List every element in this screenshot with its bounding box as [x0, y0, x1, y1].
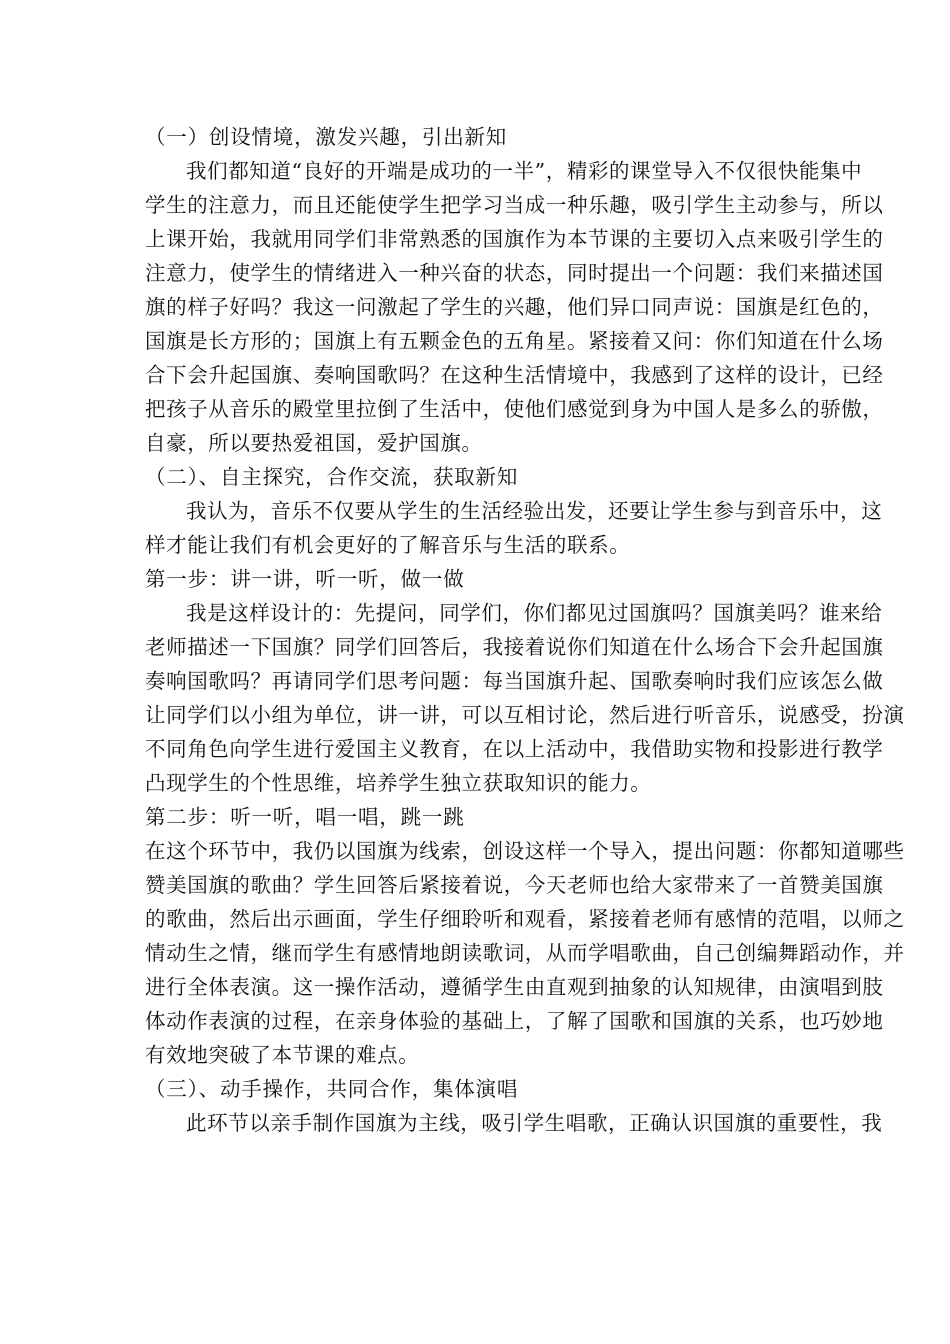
- paragraph-line: 我认为，音乐不仅要从学生的生活经验出发，还要让学生参与到音乐中，这: [186, 499, 883, 523]
- paragraph-line: 学生的注意力，而且还能使学生把学习当成一种乐趣，吸引学生主动参与，所以: [145, 193, 884, 217]
- paragraph-line: 奏响国歌吗？再请同学们思考问题：每当国旗升起、国歌奏响时我们应该怎么做: [145, 669, 884, 693]
- paragraph-line: 体动作表演的过程，在亲身体验的基础上，了解了国歌和国旗的关系，也巧妙地: [145, 1009, 884, 1033]
- paragraph-line: 有效地突破了本节课的难点。: [145, 1043, 420, 1067]
- paragraph-line: 不同角色向学生进行爱国主义教育，在以上活动中，我借助实物和投影进行教学: [145, 737, 884, 761]
- paragraph-line: 国旗是长方形的；国旗上有五颗金色的五角星。紧接着又问：你们知道在什么场: [145, 329, 884, 353]
- section-heading: （一）创设情境，激发兴趣，引出新知: [145, 125, 508, 149]
- section-heading: 第二步：听一听，唱一唱，跳一跳: [145, 805, 465, 829]
- paragraph-line: 赞美国旗的歌曲？学生回答后紧接着说，今天老师也给大家带来了一首赞美国旗: [145, 873, 884, 897]
- paragraph-line: 凸现学生的个性思维，培养学生独立获取知识的能力。: [145, 771, 652, 795]
- section-heading: （二）、自主探究，合作交流，获取新知: [145, 465, 519, 489]
- paragraph-line: 合下会升起国旗、奏响国歌吗？在这种生活情境中，我感到了这样的设计，已经: [145, 363, 884, 387]
- paragraph-line: 我们都知道“良好的开端是成功的一半”，精彩的课堂导入不仅很快能集中: [186, 159, 863, 183]
- paragraph-line: 样才能让我们有机会更好的了解音乐与生活的联系。: [145, 533, 631, 557]
- paragraph-line: 自豪，所以要热爱祖国，爱护国旗。: [145, 431, 483, 455]
- paragraph-line: 情动生之情，继而学生有感情地朗读歌词，从而学唱歌曲，自己创编舞蹈动作，并: [145, 941, 905, 965]
- paragraph-line: 上课开始，我就用同学们非常熟悉的国旗作为本节课的主要切入点来吸引学生的: [145, 227, 884, 251]
- paragraph-line: 让同学们以小组为单位，讲一讲，可以互相讨论，然后进行听音乐，说感受，扮演: [145, 703, 905, 727]
- paragraph-line: 老师描述一下国旗？同学们回答后，我接着说你们知道在什么场合下会升起国旗: [145, 635, 884, 659]
- section-heading: （三）、动手操作，共同合作，集体演唱: [145, 1077, 519, 1101]
- paragraph-line: 我是这样设计的：先提问，同学们，你们都见过国旗吗？国旗美吗？谁来给: [186, 601, 883, 625]
- paragraph-line: 进行全体表演。这一操作活动，遵循学生由直观到抽象的认知规律，由演唱到肢: [145, 975, 884, 999]
- paragraph-line: 此环节以亲手制作国旗为主线，吸引学生唱歌，正确认识国旗的重要性，我: [186, 1111, 883, 1135]
- paragraph-line: 在这个环节中，我仍以国旗为线索，创设这样一个导入，提出问题：你都知道哪些: [145, 839, 905, 863]
- document-page: [145, 120, 905, 1140]
- paragraph-line: 把孩子从音乐的殿堂里拉倒了生活中，使他们感觉到身为中国人是多么的骄傲，: [145, 397, 884, 421]
- paragraph-line: 注意力，使学生的情绪进入一种兴奋的状态，同时提出一个问题：我们来描述国: [145, 261, 884, 285]
- section-heading: 第一步：讲一讲，听一听，做一做: [145, 567, 465, 591]
- paragraph-line: 旗的样子好吗？我这一问激起了学生的兴趣，他们异口同声说：国旗是红色的，: [145, 295, 884, 319]
- paragraph-line: 的歌曲，然后出示画面，学生仔细聆听和观看，紧接着老师有感情的范唱，以师之: [145, 907, 905, 931]
